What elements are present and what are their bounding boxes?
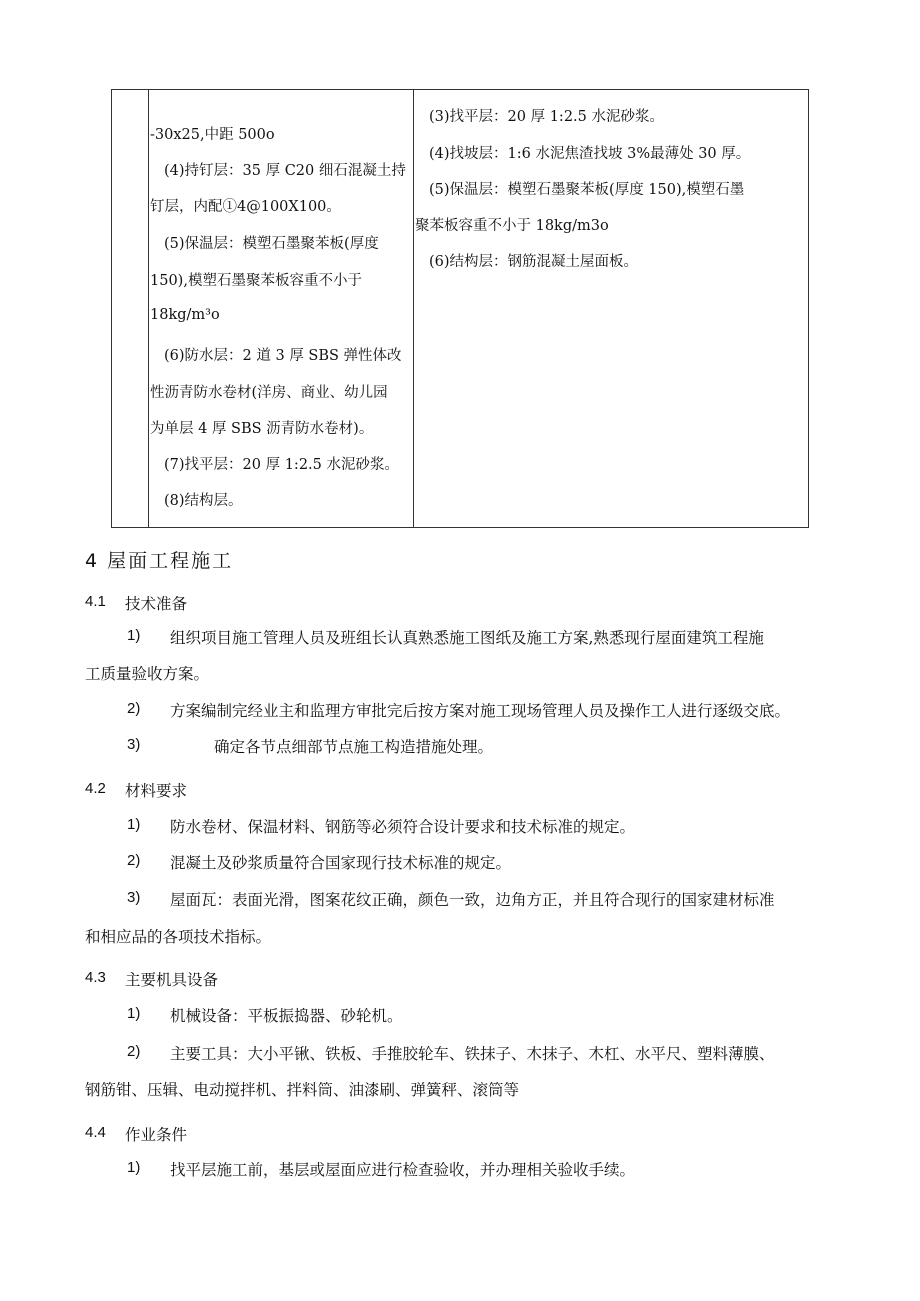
item-text: 和相应品的各项技术指标。: [85, 928, 272, 946]
subsection-number: 4.2: [85, 780, 106, 797]
left-cell-line: (4)持钉层：35 厚 C20 细石混凝土持: [164, 163, 406, 179]
left-cell-line: 性沥青防水卷材(洋房、商业、幼儿园: [150, 385, 388, 401]
left-cell-line: (5)保温层：模塑石墨聚苯板(厚度: [164, 236, 379, 252]
left-cell-line: -30x25,中距 500o: [150, 127, 275, 143]
left-cell-line: (8)结构层。: [164, 493, 243, 509]
left-cell-line: 为单层 4 厚 SBS 沥青防水卷材)。: [150, 421, 374, 437]
subsection-title: 主要机具设备: [125, 971, 219, 989]
item-text: 找平层施工前，基层或屋面应进行检查验收，并办理相关验收手续。: [170, 1161, 636, 1179]
item-number: 2): [127, 700, 141, 717]
subsection-number: 4.3: [85, 969, 106, 986]
left-cell-line: (6)防水层：2 道 3 厚 SBS 弹性体改: [164, 348, 402, 364]
right-cell-line: (4)找坡层：1:6 水泥焦渣找坡 3%最薄处 30 厚。: [429, 146, 751, 162]
table-divider: [148, 90, 149, 527]
item-text: 组织项目施工管理人员及班组长认真熟悉施工图纸及施工方案,熟悉现行屋面建筑工程施: [170, 629, 764, 647]
item-text: 确定各节点细部节点施工构造措施处理。: [214, 738, 494, 756]
item-number: 1): [127, 816, 141, 833]
section-heading: 4 屋面工程施工: [85, 550, 234, 572]
left-cell-line: 18kg/m³o: [150, 307, 220, 323]
left-cell-line: 钉层，内配①4@100X100。: [150, 199, 341, 215]
item-number: 1): [127, 627, 141, 644]
item-number: 2): [127, 852, 141, 869]
item-number: 3): [127, 889, 141, 906]
subsection-title: 技术准备: [125, 595, 188, 613]
item-text: 方案编制完经业主和监理方审批完后按方案对施工现场管理人员及操作工人进行逐级交底。: [170, 702, 791, 720]
subsection-number: 4.4: [85, 1124, 106, 1141]
subsection-title: 作业条件: [125, 1126, 188, 1144]
item-text: 屋面瓦：表面光滑，图案花纹正确，颜色一致，边角方正，并且符合现行的国家建材标准: [170, 891, 775, 909]
right-cell-line: (6)结构层：钢筋混凝土屋面板。: [429, 254, 639, 270]
table-divider: [413, 90, 414, 527]
right-cell-line: (3)找平层：20 厚 1:2.5 水泥砂浆。: [429, 109, 664, 125]
item-text: 工质量验收方案。: [85, 665, 210, 683]
item-text: 机械设备：平板振捣器、砂轮机。: [170, 1007, 403, 1025]
item-text: 钢筋钳、压辑、电动搅拌机、拌料筒、油漆刷、弹簧秤、滚筒等: [85, 1081, 520, 1099]
subsection-number: 4.1: [85, 593, 106, 610]
construction-layers-table: [111, 89, 809, 528]
item-text: 主要工具：大小平锹、铁板、手推胶轮车、铁抹子、木抹子、木杠、水平尺、塑料薄膜、: [170, 1045, 775, 1063]
left-cell-line: 150),模塑石墨聚苯板容重不小于: [150, 273, 362, 289]
right-cell-line: (5)保温层：模塑石墨聚苯板(厚度 150),模塑石墨: [429, 182, 745, 198]
item-number: 2): [127, 1043, 141, 1060]
item-number: 1): [127, 1159, 141, 1176]
item-text: 混凝土及砂浆质量符合国家现行技术标准的规定。: [170, 854, 512, 872]
left-cell-line: (7)找平层：20 厚 1:2.5 水泥砂浆。: [164, 457, 399, 473]
item-text: 防水卷材、保温材料、钢筋等必须符合设计要求和技术标准的规定。: [170, 818, 636, 836]
item-number: 1): [127, 1005, 141, 1022]
item-number: 3): [127, 736, 141, 753]
subsection-title: 材料要求: [125, 782, 188, 800]
right-cell-line: 聚苯板容重不小于 18kg/m3o: [415, 218, 609, 234]
